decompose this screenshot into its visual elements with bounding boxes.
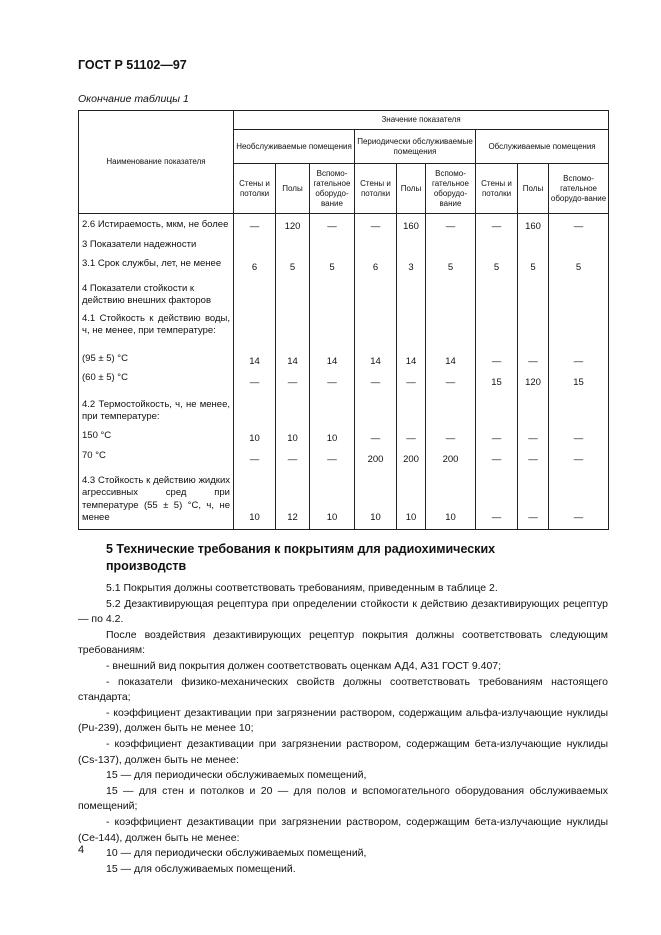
indicator-value	[355, 396, 397, 430]
indicator-value: —	[549, 353, 609, 372]
list-item: - коэффициент дезактивации при загрязнении раствором, содержащим бета-излучающие нуклиды (Cs-137), должен быть не менее:	[78, 737, 608, 766]
indicator-value	[397, 310, 426, 353]
indicator-value: —	[426, 430, 476, 450]
table-row	[79, 396, 609, 430]
indicator-value: 14	[397, 353, 426, 372]
indicator-value: —	[549, 450, 609, 472]
indicator-value: 200	[397, 450, 426, 472]
indicator-value: 10	[234, 472, 276, 530]
indicator-value: —	[518, 472, 549, 530]
list-item: 10 — для периодически обслуживаемых помещений,	[106, 847, 367, 860]
indicator-name: 4.1 Стойкость к действию воды, ч, не менее, при температуре:	[79, 310, 234, 353]
indicator-value	[476, 280, 518, 310]
indicator-value: 200	[426, 450, 476, 472]
list-item: - коэффициент дезактивации при загрязнении раствором, содержащим бета-излучающие нуклиды (Се-144), должен быть не менее:	[78, 815, 608, 844]
subcolumn-equipment: Вспомо-гательное оборудо-вание	[549, 164, 609, 214]
indicator-value: 14	[426, 353, 476, 372]
paragraph: 5.1 Покрытия должны соответствовать требованиям, приведенным в таблице 2.	[106, 582, 498, 594]
indicator-name: 70 °С	[79, 450, 234, 472]
indicator-value: 10	[234, 430, 276, 450]
indicator-value: 10	[355, 472, 397, 530]
indicator-value	[426, 280, 476, 310]
indicator-value: —	[518, 353, 549, 372]
indicator-value: —	[518, 450, 549, 472]
indicator-value	[549, 310, 609, 353]
paragraph: После воздействия дезактивирующих рецептур покрытия должны соответствовать следующим требованиям:	[78, 628, 608, 657]
indicator-name: 4 Показатели стойкости к действию внешних факторов	[79, 280, 234, 310]
indicator-value: —	[234, 372, 276, 396]
indicator-value: 10	[426, 472, 476, 530]
indicator-name: 4.3 Стойкость к действию жидких агрессивных сред при температуре (55 ± 5) °С, ч, не менее	[79, 472, 234, 530]
paragraph: 5.2 Дезактивирующая рецептура при определении стойкости к действию дезактивирующих рецептур — по 4.2.	[78, 597, 608, 626]
indicator-value: —	[426, 214, 476, 236]
indicator-value: 160	[518, 214, 549, 236]
subcolumn-equipment: Вспомо-гательное оборудо-вание	[310, 164, 355, 214]
indicator-value: —	[276, 450, 310, 472]
indicator-value: —	[476, 472, 518, 530]
indicator-value	[234, 310, 276, 353]
section-body	[78, 581, 608, 877]
table-row	[79, 214, 609, 236]
subcolumn-walls: Стены и потолки	[476, 164, 518, 214]
indicator-value: 6	[234, 258, 276, 280]
page-number: 4	[78, 844, 85, 856]
indicator-value	[518, 236, 549, 258]
subcolumn-walls: Стены и потолки	[234, 164, 276, 214]
table-row	[79, 430, 609, 450]
indicator-value: —	[518, 430, 549, 450]
indicator-value	[355, 310, 397, 353]
indicator-value: —	[476, 353, 518, 372]
indicator-value	[426, 396, 476, 430]
indicator-value	[397, 396, 426, 430]
table-caption: Окончание таблицы 1	[78, 93, 189, 105]
indicator-value	[234, 236, 276, 258]
table-row	[79, 310, 609, 353]
indicator-value: —	[476, 430, 518, 450]
indicator-value: —	[397, 430, 426, 450]
indicator-value: 120	[518, 372, 549, 396]
indicator-value	[476, 396, 518, 430]
indicator-value: 5	[426, 258, 476, 280]
indicator-value: —	[476, 450, 518, 472]
indicator-value: —	[310, 214, 355, 236]
indicator-value: —	[549, 430, 609, 450]
indicator-value	[476, 236, 518, 258]
indicator-value: 200	[355, 450, 397, 472]
indicator-value: 14	[276, 353, 310, 372]
indicator-value	[518, 280, 549, 310]
indicator-name: 3 Показатели надежности	[79, 236, 234, 258]
indicator-value	[310, 310, 355, 353]
indicator-value: —	[234, 214, 276, 236]
indicator-value: —	[549, 214, 609, 236]
indicator-value	[276, 310, 310, 353]
indicator-value: 160	[397, 214, 426, 236]
indicator-value	[310, 236, 355, 258]
column-header-indicator-name: Наименование показателя	[79, 111, 234, 214]
indicator-value: 14	[234, 353, 276, 372]
indicator-value: —	[355, 214, 397, 236]
indicator-value	[426, 236, 476, 258]
indicator-value	[397, 280, 426, 310]
indicator-value: 15	[549, 372, 609, 396]
indicator-value: 120	[276, 214, 310, 236]
indicator-name: (60 ± 5) °С	[79, 372, 234, 396]
indicator-value: —	[426, 372, 476, 396]
group-header-serviced: Обслуживаемые помещения	[476, 130, 609, 164]
indicator-value	[355, 236, 397, 258]
indicator-value: 5	[310, 258, 355, 280]
table-row	[79, 450, 609, 472]
indicator-table	[78, 110, 609, 530]
table-row	[79, 280, 609, 310]
indicator-value: —	[355, 372, 397, 396]
indicator-value: 10	[397, 472, 426, 530]
indicator-name: 150 °С	[79, 430, 234, 450]
table-row	[79, 258, 609, 280]
subcolumn-floors: Полы	[397, 164, 426, 214]
indicator-value: 6	[355, 258, 397, 280]
indicator-value: —	[310, 372, 355, 396]
indicator-value: 15	[476, 372, 518, 396]
table-row	[79, 353, 609, 372]
table-row	[79, 472, 609, 530]
table-row	[79, 236, 609, 258]
indicator-value: 5	[276, 258, 310, 280]
indicator-value	[276, 396, 310, 430]
subcolumn-equipment: Вспомо-гательное оборудо-вание	[426, 164, 476, 214]
indicator-value	[549, 396, 609, 430]
indicator-value	[234, 280, 276, 310]
indicator-value: —	[355, 430, 397, 450]
group-header-unserviced: Необслуживаемые помещения	[234, 130, 355, 164]
indicator-value	[397, 236, 426, 258]
column-header-indicator-value: Значение показателя	[234, 111, 609, 130]
document-code: ГОСТ Р 51102—97	[78, 58, 187, 72]
indicator-value: —	[234, 450, 276, 472]
indicator-value: 10	[310, 472, 355, 530]
indicator-value	[476, 310, 518, 353]
indicator-value: 14	[310, 353, 355, 372]
list-item: - показатели физико-механических свойств должны соответствовать требованиям настоящего стандарта;	[78, 675, 608, 704]
indicator-value: —	[549, 472, 609, 530]
indicator-value	[518, 310, 549, 353]
section-title: 5 Технические требования к покрытиям для радиохимических производств	[106, 542, 496, 573]
indicator-value	[276, 280, 310, 310]
indicator-value	[310, 396, 355, 430]
subcolumn-walls: Стены и потолки	[355, 164, 397, 214]
indicator-value	[276, 236, 310, 258]
subcolumn-floors: Полы	[518, 164, 549, 214]
list-item: 15 — для обслуживаемых помещений.	[106, 862, 296, 875]
indicator-value	[426, 310, 476, 353]
indicator-name: 3.1 Срок службы, лет, не менее	[79, 258, 234, 280]
indicator-name: 4.2 Термостойкость, ч, не менее, при температуре:	[79, 396, 234, 430]
indicator-value: —	[276, 372, 310, 396]
indicator-value: 3	[397, 258, 426, 280]
indicator-value	[518, 396, 549, 430]
indicator-value: 5	[518, 258, 549, 280]
indicator-value: —	[310, 450, 355, 472]
indicator-value: 5	[476, 258, 518, 280]
indicator-value	[549, 280, 609, 310]
indicator-value: 10	[276, 430, 310, 450]
table-row	[79, 372, 609, 396]
indicator-value: 14	[355, 353, 397, 372]
indicator-value	[355, 280, 397, 310]
indicator-value: 12	[276, 472, 310, 530]
group-header-periodic: Периодически обслуживаемые помещения	[355, 130, 476, 164]
indicator-name: 2.6 Истираемость, мкм, не более	[79, 214, 234, 236]
indicator-value	[310, 280, 355, 310]
indicator-value: —	[397, 372, 426, 396]
list-item: 15 — для периодически обслуживаемых помещений,	[106, 769, 367, 782]
indicator-value: —	[476, 214, 518, 236]
indicator-value	[234, 396, 276, 430]
list-item: - коэффициент дезактивации при загрязнении раствором, содержащим альфа-излучающие нуклиды (Pu-239), должен быть не менее 10;	[78, 706, 608, 735]
list-item: - внешний вид покрытия должен соответствовать оценкам АД4, А31 ГОСТ 9.407;	[106, 659, 502, 672]
list-item: 15 — для стен и потолков и 20 — для полов и вспомогательного оборудования обслуживаемых помещений;	[78, 784, 608, 813]
indicator-name: (95 ± 5) °С	[79, 353, 234, 372]
indicator-value: 10	[310, 430, 355, 450]
indicator-value: 5	[549, 258, 609, 280]
indicator-value	[549, 236, 609, 258]
subcolumn-floors: Полы	[276, 164, 310, 214]
